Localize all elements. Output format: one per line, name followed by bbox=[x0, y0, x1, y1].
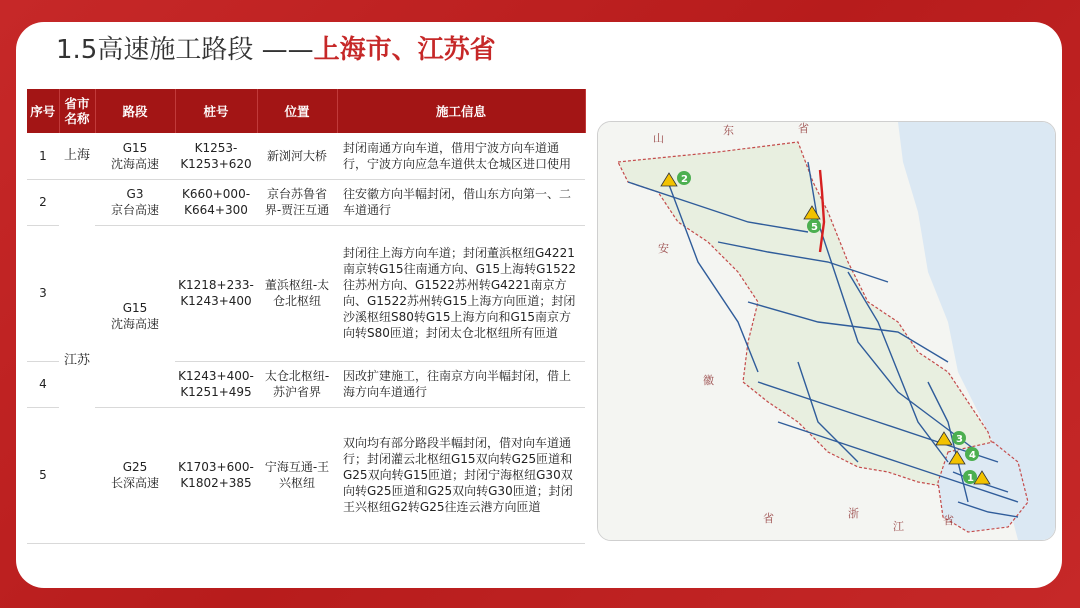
row-no: 3 bbox=[27, 225, 59, 361]
table-row bbox=[27, 133, 585, 179]
row-road: G15 沈海高速 bbox=[95, 225, 175, 407]
row-location: 新浏河大桥 bbox=[257, 133, 337, 179]
row-stake: K660+000- K664+300 bbox=[175, 179, 257, 225]
label-sheng-1: 省 bbox=[798, 122, 809, 135]
row-road: G3 京台高速 bbox=[95, 179, 175, 225]
marker-5-label: 5 bbox=[811, 222, 818, 233]
label-zhe: 浙 bbox=[848, 507, 859, 520]
row-no: 5 bbox=[27, 407, 59, 543]
row-no: 1 bbox=[27, 133, 59, 179]
header-no: 序号 bbox=[27, 89, 59, 133]
map-svg bbox=[598, 122, 1055, 540]
marker-4-label: 4 bbox=[969, 450, 976, 461]
table-header-row bbox=[27, 89, 585, 133]
header-road: 路段 bbox=[95, 89, 175, 133]
row-info: 因改扩建施工，往南京方向半幅封闭，借上海方向车道通行 bbox=[337, 361, 585, 407]
row-road: G25 长深高速 bbox=[95, 407, 175, 543]
table-row bbox=[27, 407, 585, 543]
row-stake: K1243+400- K1251+495 bbox=[175, 361, 257, 407]
row-location: 京台苏鲁省界-贾汪互通 bbox=[257, 179, 337, 225]
table-row bbox=[27, 179, 585, 225]
row-location: 董浜枢纽-太仓北枢纽 bbox=[257, 225, 337, 361]
row-no: 2 bbox=[27, 179, 59, 225]
row-road: G15 沈海高速 bbox=[95, 133, 175, 179]
label-dong: 东 bbox=[723, 124, 734, 137]
row-info: 往安徽方向半幅封闭，借山东方向第一、二车道通行 bbox=[337, 179, 585, 225]
header-info: 施工信息 bbox=[337, 89, 585, 133]
header-province: 省市名称 bbox=[59, 89, 95, 133]
slide-title bbox=[56, 28, 496, 72]
row-info: 封闭往上海方向车道；封闭董浜枢纽G4221南京转G15往南通方向、G15上海转G1522往苏州方向、G1522苏州转G4221南京方向、G1522苏州转G15上海方向匝道；封闭沙溪枢纽S80转G15上海方向和G15南京方向转S80匝道；封闭太仓北枢纽所有匝道 bbox=[337, 225, 585, 361]
label-sheng-2: 省 bbox=[763, 512, 774, 525]
table-row bbox=[27, 225, 585, 361]
row-info: 封闭南通方向车道，借用宁波方向车道通行，宁波方向应急车道供太仓城区进口使用 bbox=[337, 133, 585, 179]
row-no: 4 bbox=[27, 361, 59, 407]
row-location: 宁海互通-王兴枢纽 bbox=[257, 407, 337, 543]
marker-2-label: 2 bbox=[681, 174, 688, 185]
row-info: 双向均有部分路段半幅封闭，借对向车道通行；封闭灌云北枢纽G15双向转G25匝道和G25双向转G15匝道；封闭宁海枢纽G30双向转G25匝道和G25双向转G30匝道；封闭王兴枢纽G2转G25往连云港方向匝道 bbox=[337, 407, 585, 543]
row-province: 江苏 bbox=[59, 179, 95, 543]
label-jiang: 江 bbox=[893, 520, 904, 533]
label-sheng-3: 省 bbox=[943, 514, 954, 527]
row-stake: K1703+600- K1802+385 bbox=[175, 407, 257, 543]
label-shan: 山 bbox=[653, 132, 664, 145]
header-location: 位置 bbox=[257, 89, 337, 133]
header-stake: 桩号 bbox=[175, 89, 257, 133]
label-an: 安 bbox=[658, 242, 669, 255]
label-hui: 徽 bbox=[703, 374, 714, 387]
row-location: 太仓北枢纽-苏沪省界 bbox=[257, 361, 337, 407]
title-highlight: 上海市、江苏省 bbox=[313, 35, 496, 65]
row-province: 上海 bbox=[59, 133, 95, 179]
construction-table bbox=[27, 89, 586, 544]
title-prefix: 1.5高速施工路段 —— bbox=[56, 35, 314, 65]
marker-3-label: 3 bbox=[956, 434, 963, 445]
row-stake: K1253- K1253+620 bbox=[175, 133, 257, 179]
marker-1-label: 1 bbox=[967, 473, 974, 484]
row-stake: K1218+233- K1243+400 bbox=[175, 225, 257, 361]
highway-map bbox=[597, 121, 1056, 541]
